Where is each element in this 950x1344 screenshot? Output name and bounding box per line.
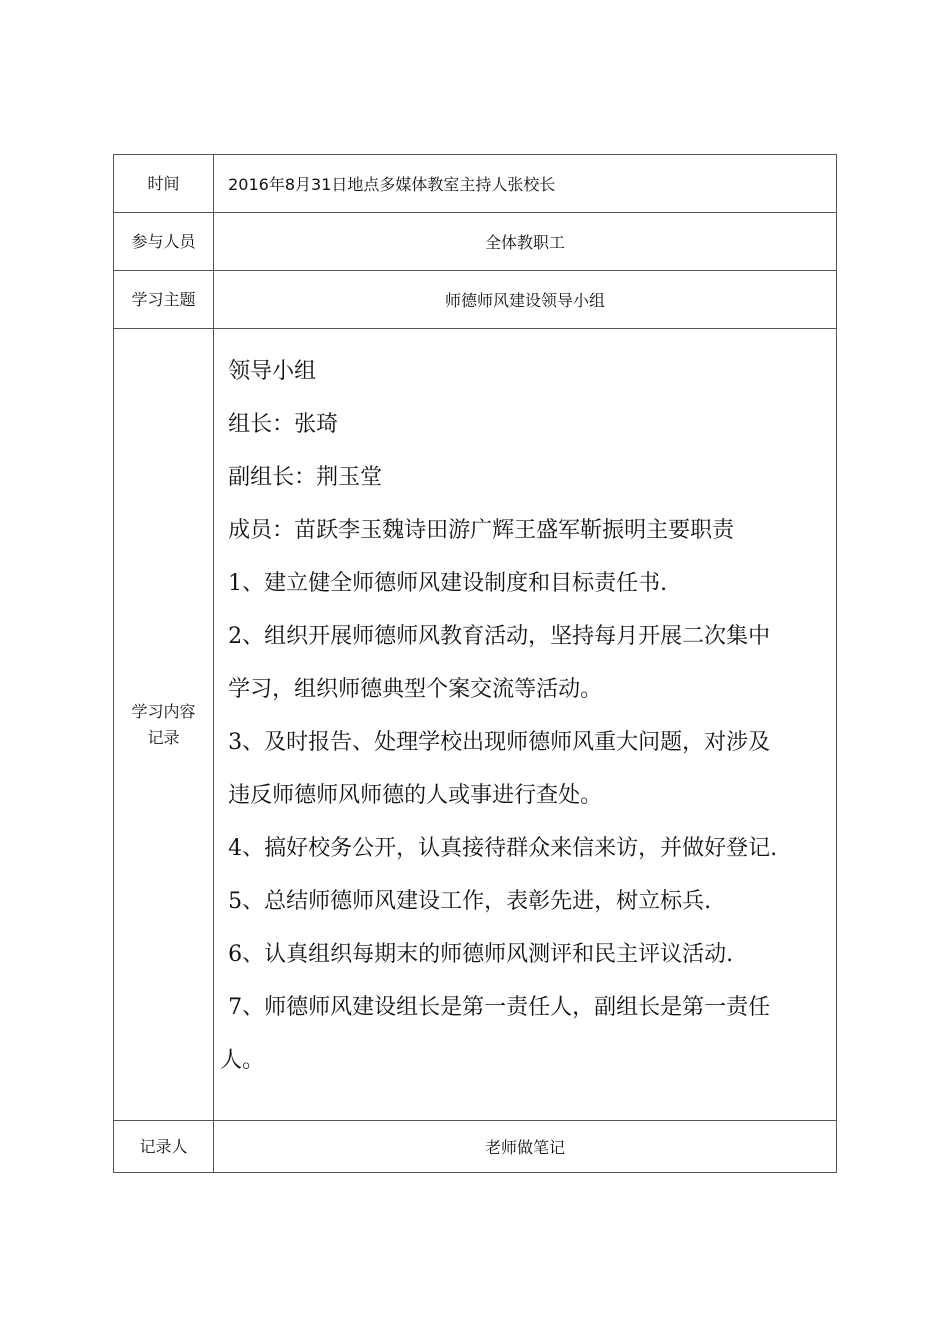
content-line: 1、建立健全师德师风建设制度和目标责任书. xyxy=(228,571,668,596)
time-label: 时间 xyxy=(114,155,214,213)
time-value: 2016年8月31日地点多媒体教室主持人张校长 xyxy=(214,155,837,213)
content-label-line1: 学习内容 xyxy=(131,701,196,721)
theme-row xyxy=(114,271,837,329)
recorder-row xyxy=(114,1121,837,1173)
content-line: 领导小组 xyxy=(228,359,317,384)
participants-row xyxy=(114,213,837,271)
content-line: 学习，组织师德典型个案交流等活动。 xyxy=(228,677,603,702)
content-label-line2: 记录 xyxy=(147,727,180,747)
content-line: 5、总结师德师风建设工作，表彰先进，树立标兵. xyxy=(228,889,712,914)
content-line: 组长：张琦 xyxy=(228,412,339,437)
content-row xyxy=(114,329,837,1121)
content-line: 7、师德师风建设组长是第一责任人，副组长是第一责任 xyxy=(228,995,771,1020)
content-line: 副组长：荆玉堂 xyxy=(228,465,383,490)
participants-label: 参与人员 xyxy=(114,213,214,271)
content-line: 2、组织开展师德师风教育活动，坚持每月开展二次集中 xyxy=(228,624,771,649)
content-record-text xyxy=(214,329,836,1087)
content-line: 人。 xyxy=(220,1048,265,1073)
participants-value: 全体教职工 xyxy=(214,213,837,271)
study-record-table xyxy=(113,154,837,1173)
theme-value: 师德师风建设领导小组 xyxy=(214,271,837,329)
content-label xyxy=(114,329,214,1121)
content-value xyxy=(214,329,837,1121)
recorder-label: 记录人 xyxy=(114,1121,214,1173)
recorder-value: 老师做笔记 xyxy=(214,1121,837,1173)
content-line: 成员：苗跃李玉魏诗田游广辉王盛军靳振明主要职责 xyxy=(228,518,735,543)
time-row xyxy=(114,155,837,213)
content-line: 3、及时报告、处理学校出现师德师风重大问题，对涉及 xyxy=(228,730,771,755)
content-line: 6、认真组织每期末的师德师风测评和民主评议活动. xyxy=(228,942,734,967)
theme-label: 学习主题 xyxy=(114,271,214,329)
content-line: 4、搞好校务公开，认真接待群众来信来访，并做好登记. xyxy=(228,836,778,861)
content-line: 违反师德师风师德的人或事进行查处。 xyxy=(228,783,603,808)
